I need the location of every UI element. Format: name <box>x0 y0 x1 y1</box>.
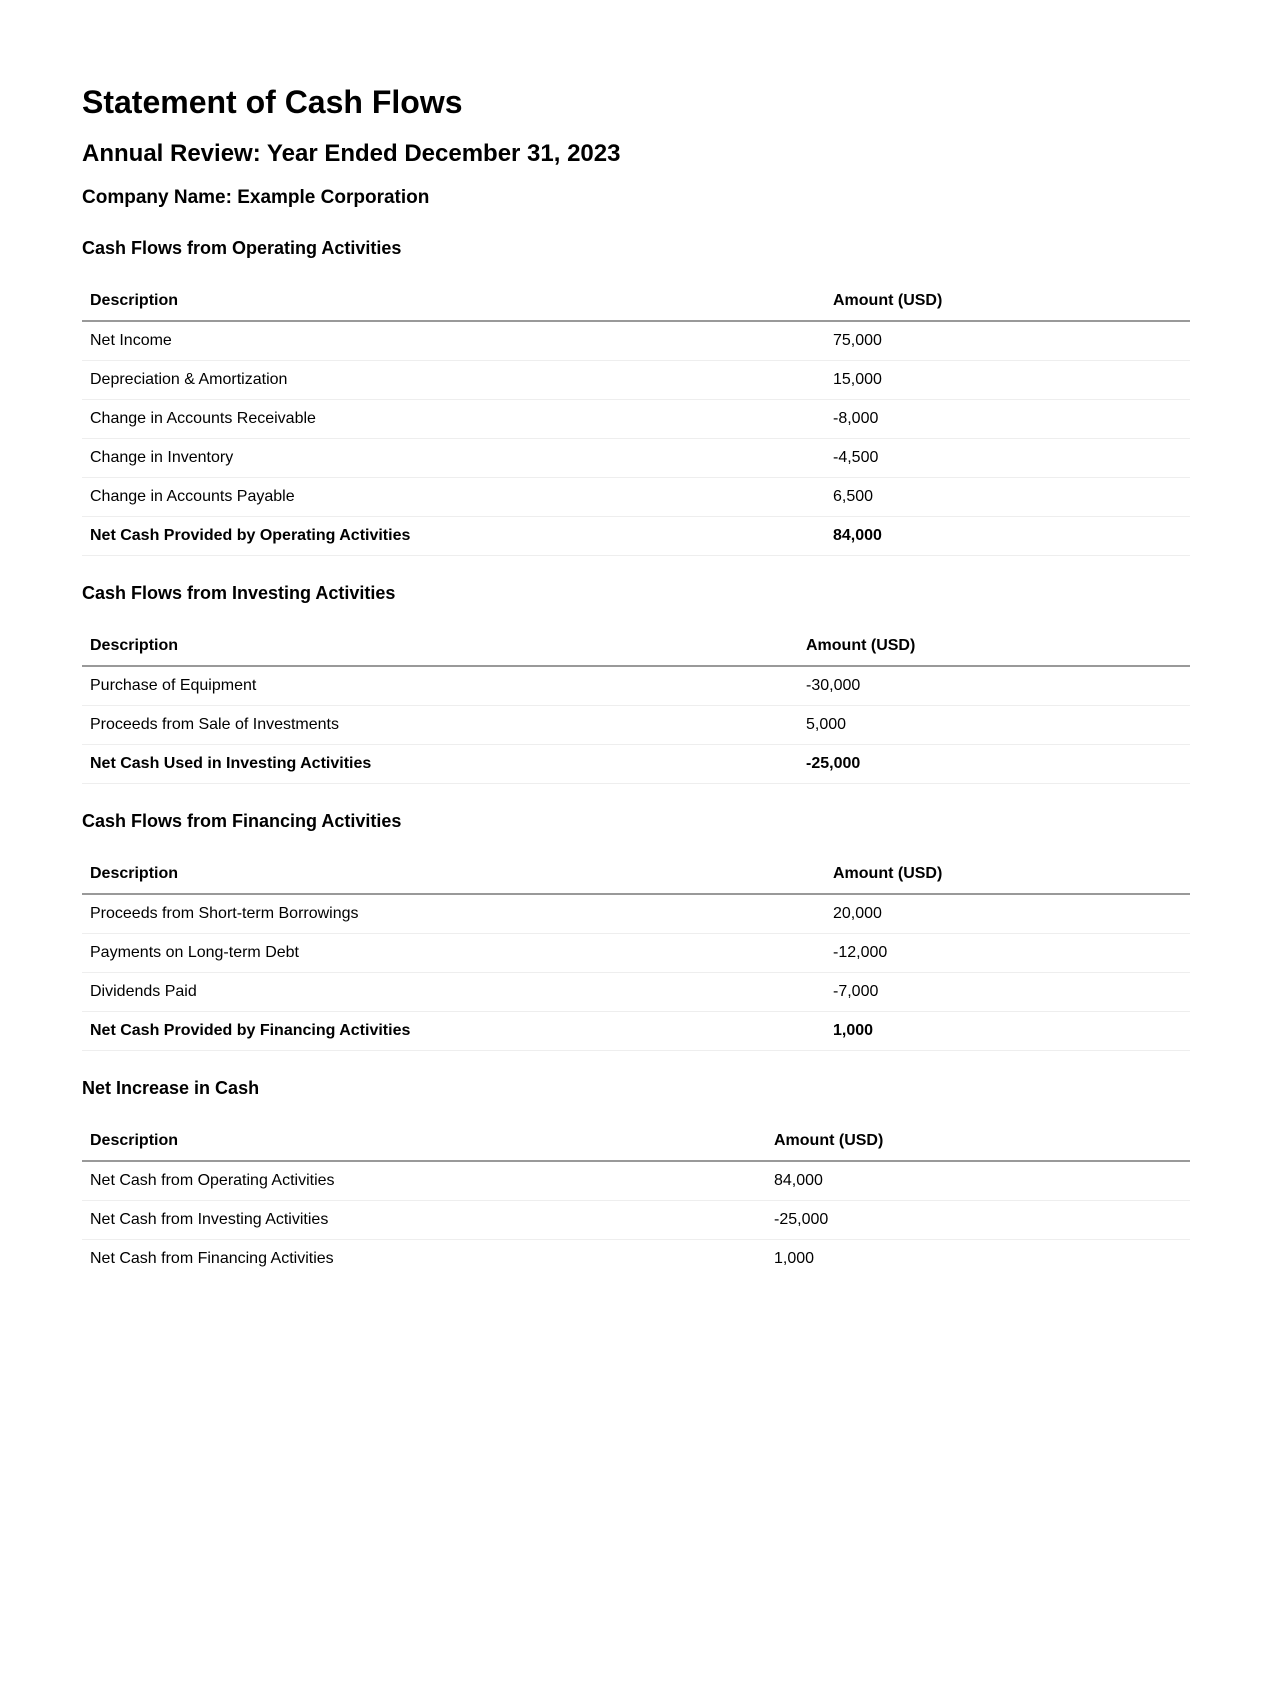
column-header-description: Description <box>82 281 825 321</box>
row-amount: -30,000 <box>798 666 1190 706</box>
financing-table <box>82 854 1190 1051</box>
column-header-amount: Amount (USD) <box>825 854 1190 894</box>
section-heading: Cash Flows from Investing Activities <box>82 583 396 603</box>
table-row <box>82 894 1190 934</box>
row-amount: -4,500 <box>825 439 1190 478</box>
row-amount: -7,000 <box>825 973 1190 1012</box>
total-amount: 84,000 <box>825 517 1190 556</box>
total-amount: -25,000 <box>798 745 1190 784</box>
column-header-amount: Amount (USD) <box>825 281 1190 321</box>
table-header-row <box>82 1121 1190 1161</box>
table-header-row <box>82 281 1190 321</box>
operating-table <box>82 281 1190 556</box>
net-increase-table <box>82 1121 1190 1278</box>
investing-section <box>82 580 1190 784</box>
column-header-description: Description <box>82 626 798 666</box>
company-name: Company Name: Example Corporation <box>82 187 430 208</box>
row-description: Change in Accounts Receivable <box>82 400 825 439</box>
row-description: Proceeds from Short-term Borrowings <box>82 894 825 934</box>
row-description: Purchase of Equipment <box>82 666 798 706</box>
column-header-description: Description <box>82 854 825 894</box>
row-description: Payments on Long-term Debt <box>82 934 825 973</box>
table-row <box>82 478 1190 517</box>
section-heading: Cash Flows from Financing Activities <box>82 811 402 831</box>
row-amount: 1,000 <box>774 1250 815 1267</box>
row-description: Depreciation & Amortization <box>82 361 825 400</box>
table-row <box>82 706 1190 745</box>
column-header-amount: Amount (USD) <box>798 626 1190 666</box>
total-description: Net Cash Provided by Financing Activities <box>82 1012 825 1051</box>
row-description: Net Cash from Financing Activities <box>90 1250 334 1267</box>
table-header-row <box>82 626 1190 666</box>
table-row <box>82 321 1190 361</box>
table-header-row <box>82 854 1190 894</box>
section-heading: Net Increase in Cash <box>82 1078 260 1098</box>
row-amount: 20,000 <box>825 894 1190 934</box>
row-amount: -8,000 <box>825 400 1190 439</box>
row-description: Change in Accounts Payable <box>82 478 825 517</box>
row-description: Net Cash from Investing Activities <box>82 1201 766 1240</box>
row-amount: 5,000 <box>798 706 1190 745</box>
financing-section <box>82 808 1190 1051</box>
row-amount: 15,000 <box>825 361 1190 400</box>
section-heading: Cash Flows from Operating Activities <box>82 238 402 258</box>
column-header-amount: Amount (USD) <box>766 1121 1190 1161</box>
column-header-description: Description <box>82 1121 766 1161</box>
table-row <box>82 1161 1190 1201</box>
total-description: Net Cash Provided by Operating Activities <box>82 517 825 556</box>
total-description: Net Cash Used in Investing Activities <box>82 745 798 784</box>
row-amount: 75,000 <box>825 321 1190 361</box>
row-description: Change in Inventory <box>82 439 825 478</box>
row-description: Net Income <box>82 321 825 361</box>
total-amount: 1,000 <box>825 1012 1190 1051</box>
row-description: Dividends Paid <box>82 973 825 1012</box>
page-subtitle: Annual Review: Year Ended December 31, 2023 <box>82 140 621 167</box>
row-amount: -25,000 <box>766 1201 1190 1240</box>
table-row <box>82 400 1190 439</box>
table-row <box>82 361 1190 400</box>
total-row <box>82 517 1190 556</box>
net-increase-section <box>82 1075 1190 1278</box>
table-row <box>82 439 1190 478</box>
table-row <box>82 934 1190 973</box>
row-amount: -12,000 <box>825 934 1190 973</box>
row-amount: 6,500 <box>825 478 1190 517</box>
row-description: Net Cash from Operating Activities <box>82 1161 766 1201</box>
total-row <box>82 1012 1190 1051</box>
table-row <box>82 973 1190 1012</box>
row-amount: 84,000 <box>766 1161 1190 1201</box>
investing-table <box>82 626 1190 784</box>
page-title: Statement of Cash Flows <box>82 84 463 120</box>
row-description: Proceeds from Sale of Investments <box>82 706 798 745</box>
table-row <box>82 1201 1190 1240</box>
operating-section <box>82 235 1190 556</box>
table-row <box>82 1240 1190 1279</box>
total-row <box>82 745 1190 784</box>
table-row <box>82 666 1190 706</box>
